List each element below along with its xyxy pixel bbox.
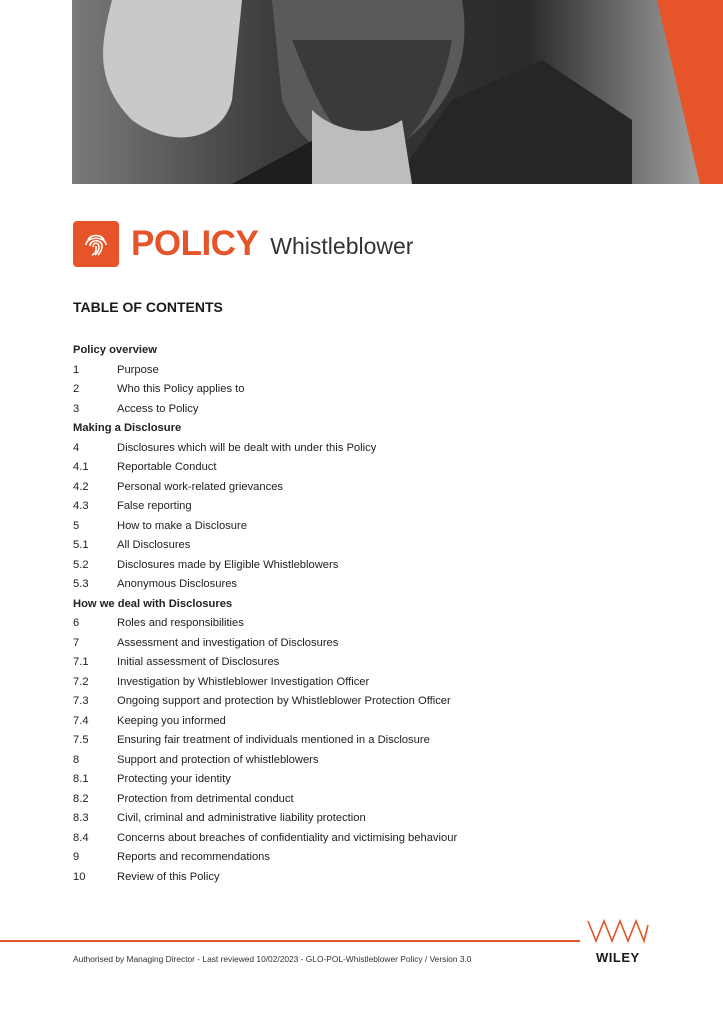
wiley-wave-logo: [586, 917, 650, 945]
toc-entry[interactable]: [73, 536, 633, 556]
toc-entry[interactable]: [73, 614, 633, 634]
hero-photo: [72, 0, 723, 184]
toc-entry-number: 8: [73, 753, 80, 766]
toc-entry[interactable]: [73, 556, 633, 576]
toc-entry-number: 1: [73, 363, 80, 376]
toc-entry-label: Purpose: [117, 363, 159, 376]
toc-entry-number: 4.3: [73, 500, 89, 512]
toc-entry-label: Keeping you informed: [117, 714, 226, 727]
toc-entry-number: 3: [73, 402, 80, 415]
footer-text: Authorised by Managing Director - Last reviewed 10/02/2023 - GLO-POL-Whistleblower Policy / Version 3.0: [73, 954, 472, 964]
wiley-brand: WILEY: [596, 950, 640, 965]
toc-entry[interactable]: [73, 751, 633, 771]
toc-entry-label: Concerns about breaches of confidentiality and victimising behaviour: [117, 831, 458, 844]
toc-entry-number: 5.3: [73, 578, 89, 590]
toc-entry-label: Review of this Policy: [117, 870, 220, 883]
toc-entry-label: Ensuring fair treatment of individuals mentioned in a Disclosure: [117, 734, 430, 746]
toc-entry-number: 5.1: [73, 539, 89, 551]
toc-entry-label: Disclosures which will be dealt with under this Policy: [117, 441, 377, 454]
toc-entry[interactable]: [73, 478, 633, 498]
toc-entry-number: 10: [73, 870, 86, 883]
toc-entry-label: Protecting your identity: [117, 773, 231, 785]
toc-entry[interactable]: [73, 439, 633, 459]
toc-section-heading: [73, 419, 633, 439]
toc-entry-label: Initial assessment of Disclosures: [117, 656, 280, 668]
toc-entry-number: 7.1: [73, 656, 89, 668]
toc-entry-number: 8.1: [73, 773, 89, 785]
toc-entry-number: 8.4: [73, 831, 89, 844]
toc-entry-number: 5: [73, 519, 80, 532]
toc-entry-label: All Disclosures: [117, 539, 191, 551]
toc-entry-number: 7.4: [73, 714, 89, 727]
toc-entry-label: How we deal with Disclosures: [73, 597, 233, 610]
toc-entry[interactable]: [73, 829, 633, 849]
toc-entry[interactable]: [73, 400, 633, 420]
toc-entry[interactable]: [73, 848, 633, 868]
toc-entry[interactable]: [73, 692, 633, 712]
footer-divider: [0, 940, 580, 942]
fingerprint-icon: [73, 221, 119, 267]
toc-entry-label: Anonymous Disclosures: [117, 578, 238, 590]
toc-entry-number: 9: [73, 851, 80, 863]
toc-entry[interactable]: [73, 673, 633, 693]
document-title: [73, 221, 413, 267]
toc-entry-number: 7: [73, 636, 80, 649]
toc-entry-label: False reporting: [117, 500, 192, 512]
toc-entry-number: 5.2: [73, 558, 89, 571]
toc-entry-number: 7.5: [73, 734, 89, 746]
toc-entry[interactable]: [73, 868, 633, 888]
toc-entry-label: Protection from detrimental conduct: [117, 792, 294, 805]
toc-entry-label: Ongoing support and protection by Whistleblower Protection Officer: [117, 695, 451, 707]
toc-entry[interactable]: [73, 731, 633, 751]
toc-entry-number: 4: [73, 441, 80, 454]
toc-entry-number: 8.3: [73, 812, 89, 824]
toc-entry-label: Personal work-related grievances: [117, 480, 284, 493]
policy-label: POLICY: [131, 224, 259, 263]
toc-entry[interactable]: [73, 517, 633, 537]
toc-entry-label: Reports and recommendations: [117, 851, 270, 863]
toc-entry[interactable]: [73, 380, 633, 400]
toc-entry[interactable]: [73, 653, 633, 673]
toc-entry-label: Who this Policy applies to: [117, 383, 245, 395]
toc-entry-label: Disclosures made by Eligible Whistleblowers: [117, 558, 339, 571]
toc-entry-number: 2: [73, 383, 80, 395]
toc-entry[interactable]: [73, 712, 633, 732]
toc-entry-label: Investigation by Whistleblower Investigation Officer: [117, 675, 370, 688]
toc-entry[interactable]: [73, 361, 633, 381]
toc-entry-number: 4.1: [73, 461, 89, 473]
toc-section-heading: [73, 341, 633, 361]
toc-entry[interactable]: [73, 497, 633, 517]
toc-section-heading: [73, 595, 633, 615]
toc-entry-label: Roles and responsibilities: [117, 617, 244, 629]
toc-entry[interactable]: [73, 575, 633, 595]
toc-entry-label: Policy overview: [73, 344, 157, 356]
toc-entry[interactable]: [73, 634, 633, 654]
toc-entry-label: Support and protection of whistleblowers: [117, 753, 319, 766]
toc-entry-number: 6: [73, 617, 80, 629]
toc-entry-label: How to make a Disclosure: [117, 519, 247, 532]
toc-heading: TABLE OF CONTENTS: [73, 299, 223, 315]
toc-entry-label: Reportable Conduct: [117, 461, 217, 473]
toc-entry-label: Making a Disclosure: [73, 422, 182, 434]
toc-entry[interactable]: [73, 790, 633, 810]
document-name: Whistleblower: [270, 232, 414, 259]
toc-entry-number: 4.2: [73, 480, 89, 493]
toc-entry-label: Assessment and investigation of Disclosures: [117, 636, 339, 649]
toc-entry[interactable]: [73, 770, 633, 790]
toc-entry[interactable]: [73, 809, 633, 829]
toc-entry[interactable]: [73, 458, 633, 478]
toc-entry-label: Civil, criminal and administrative liability protection: [117, 812, 366, 824]
toc-entry-number: 7.3: [73, 695, 89, 707]
toc-entry-number: 7.2: [73, 675, 89, 688]
toc-entry-number: 8.2: [73, 792, 89, 805]
toc-entry-label: Access to Policy: [117, 402, 199, 415]
table-of-contents: [73, 341, 633, 887]
